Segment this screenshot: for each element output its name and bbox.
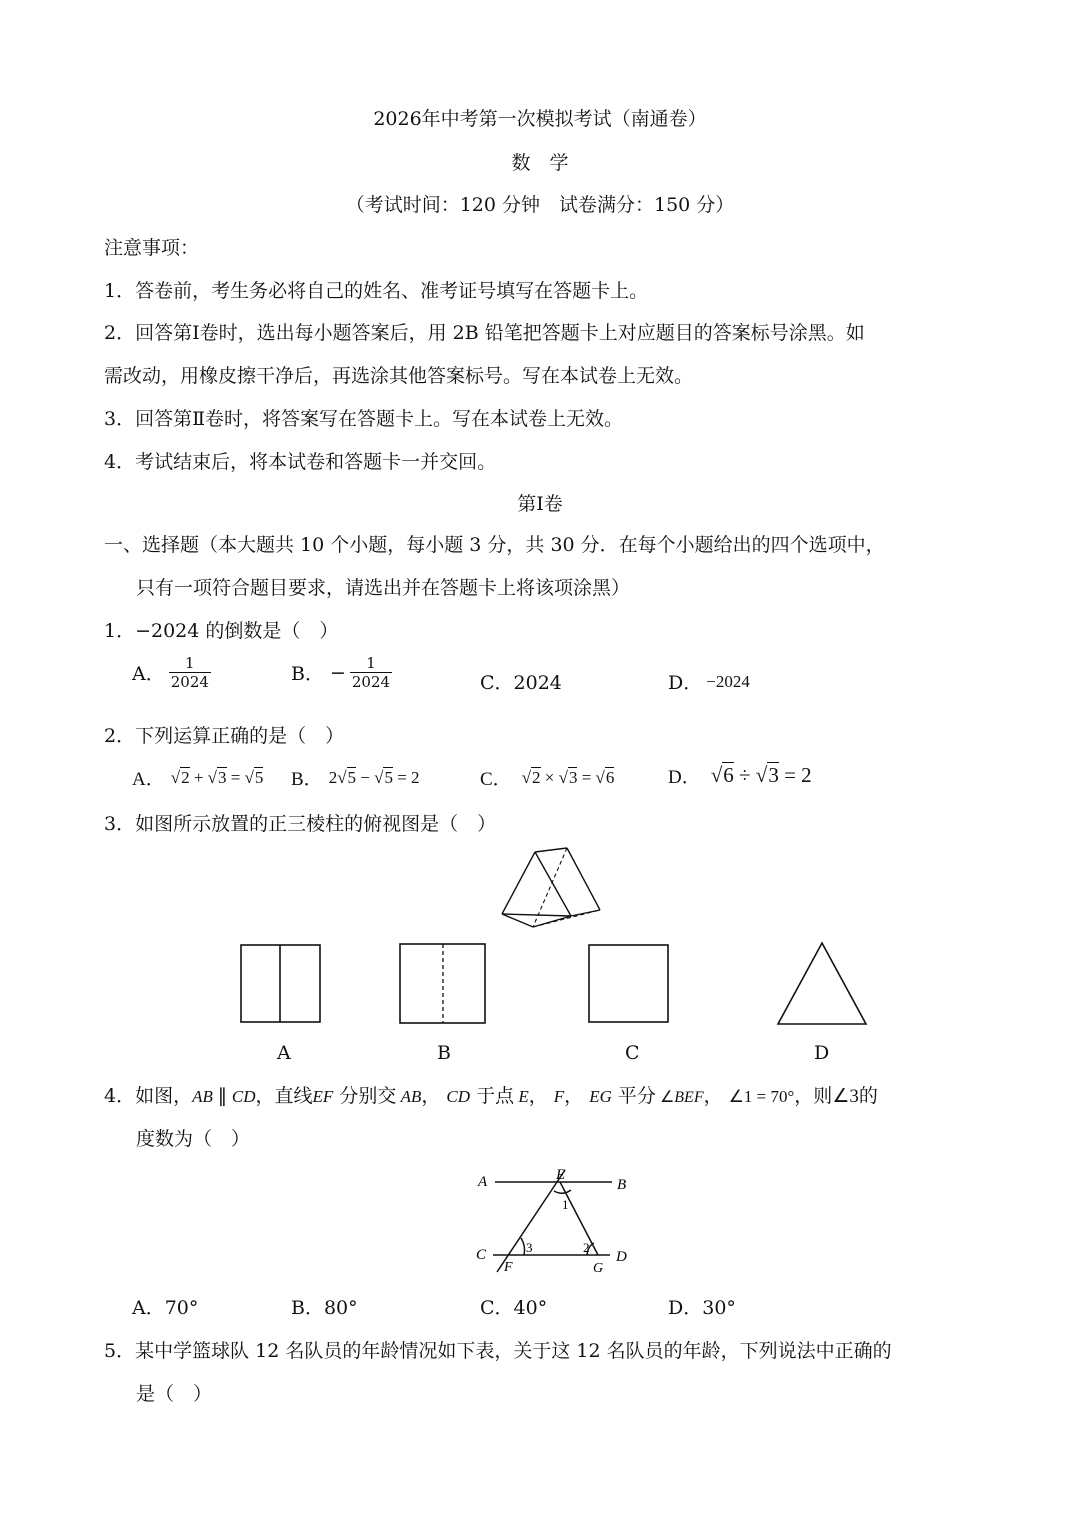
option-b-figure [399,943,487,1025]
denominator: 2024 [170,673,209,691]
point-label: G [593,1261,604,1276]
fraction [169,654,211,691]
q4-option-d: D．30° [668,1297,736,1319]
question-2-stem: 2．下列运算正确的是（ ） [104,725,345,747]
parallel-lines-figure [470,1160,640,1280]
q2-option-a [132,764,263,791]
q2-option-b [291,764,420,791]
question-4-stem-cont: 度数为（ ） [136,1128,251,1150]
question-1-stem: 1．−2024 的倒数是（ ） [104,620,339,642]
option-label: A． [132,769,165,790]
math-expression: √6 ÷ √3 = 2 [710,763,812,787]
option-label: C． [480,769,512,790]
notice-item: 需改动，用橡皮擦干净后，再选涂其他答案标号。写在本试卷上无效。 [104,365,694,387]
exam-title: 2026年中考第一次模拟考试（南通卷） [373,108,707,130]
option-c-figure [588,944,670,1024]
q1-option-b [291,654,392,691]
section-heading-cont: 只有一项符合题目要求，请选出并在答题卡上将该项涂黑） [136,577,631,599]
section-heading: 一、选择题（本大题共 10 个小题，每小题 3 分，共 30 分．在每个小题给出的四个选项中， [104,534,885,556]
figure-label: C [625,1042,640,1064]
point-label: A [478,1174,488,1190]
fraction [350,654,392,691]
angle-label: 3 [526,1240,533,1255]
point-label: E [556,1167,566,1183]
option-label: D． [668,767,701,788]
figure-label: D [814,1042,830,1064]
q2-option-d [668,762,812,789]
option-label: B． [291,769,323,790]
point-label: C [476,1247,487,1263]
question-5-stem-cont: 是（ ） [136,1383,213,1405]
numerator: 1 [185,654,195,672]
question-5-stem: 5．某中学篮球队 12 名队员的年龄情况如下表，关于这 12 名队员的年龄，下列说法中正确的 [104,1340,892,1362]
numerator: 1 [366,654,376,672]
option-label: B． [291,663,324,685]
subject-title: 数 学 [511,152,569,174]
notice-item: 4．考试结束后，将本试卷和答题卡一并交回。 [104,451,497,473]
q1-option-a [132,654,211,691]
figure-label: B [437,1042,451,1064]
angle-label: 1 [562,1197,569,1212]
option-label: A． [132,663,165,685]
stem-lead: 4．如图， [104,1085,193,1107]
notice-heading: 注意事项： [104,237,200,259]
option-label: D． [668,672,703,694]
q4-option-a: A．70° [132,1297,199,1319]
option-d-figure [776,940,868,1026]
math-expression: √2 × √3 = √6 [521,767,615,787]
question-4-stem: 4．如图，AB ∥ CD，直线EF 分别交 AB， CD 于点 E， F， EG 平分 ∠BEF， ∠1 = 70°，则∠3的 [104,1085,878,1107]
option-value: −2024 [706,671,750,691]
option-a-figure [240,944,322,1024]
part-title: 第Ⅰ卷 [517,493,563,515]
notice-item: 1．答卷前，考生务必将自己的姓名、准考证号填写在答题卡上。 [104,280,649,302]
q1-option-c: C．2024 [480,672,562,694]
q4-option-b: B．80° [291,1297,358,1319]
minus-sign: − [329,661,346,684]
point-label: B [617,1177,627,1193]
math-expression: 2√5 − √5 = 2 [328,767,420,787]
angle-label: 2 [583,1240,590,1255]
q2-option-c [480,764,614,791]
denominator: 2024 [351,673,391,691]
triangular-prism-figure [490,844,610,936]
exam-info: （考试时间：120 分钟 试卷满分：150 分） [345,194,735,216]
question-3-stem: 3．如图所示放置的正三棱柱的俯视图是（ ） [104,813,497,835]
math-expression: √2 + √3 = √5 [170,767,264,787]
point-label: F [504,1260,513,1275]
figure-label: A [277,1042,291,1064]
notice-item: 3．回答第Ⅱ卷时，将答案写在答题卡上。写在本试卷上无效。 [104,408,624,430]
q4-option-c: C．40° [480,1297,548,1319]
notice-item: 2．回答第Ⅰ卷时，选出每小题答案后，用 2B 铅笔把答题卡上对应题目的答案标号涂黑。如 [104,322,865,344]
q1-option-d [668,668,750,695]
point-label: D [616,1249,627,1265]
